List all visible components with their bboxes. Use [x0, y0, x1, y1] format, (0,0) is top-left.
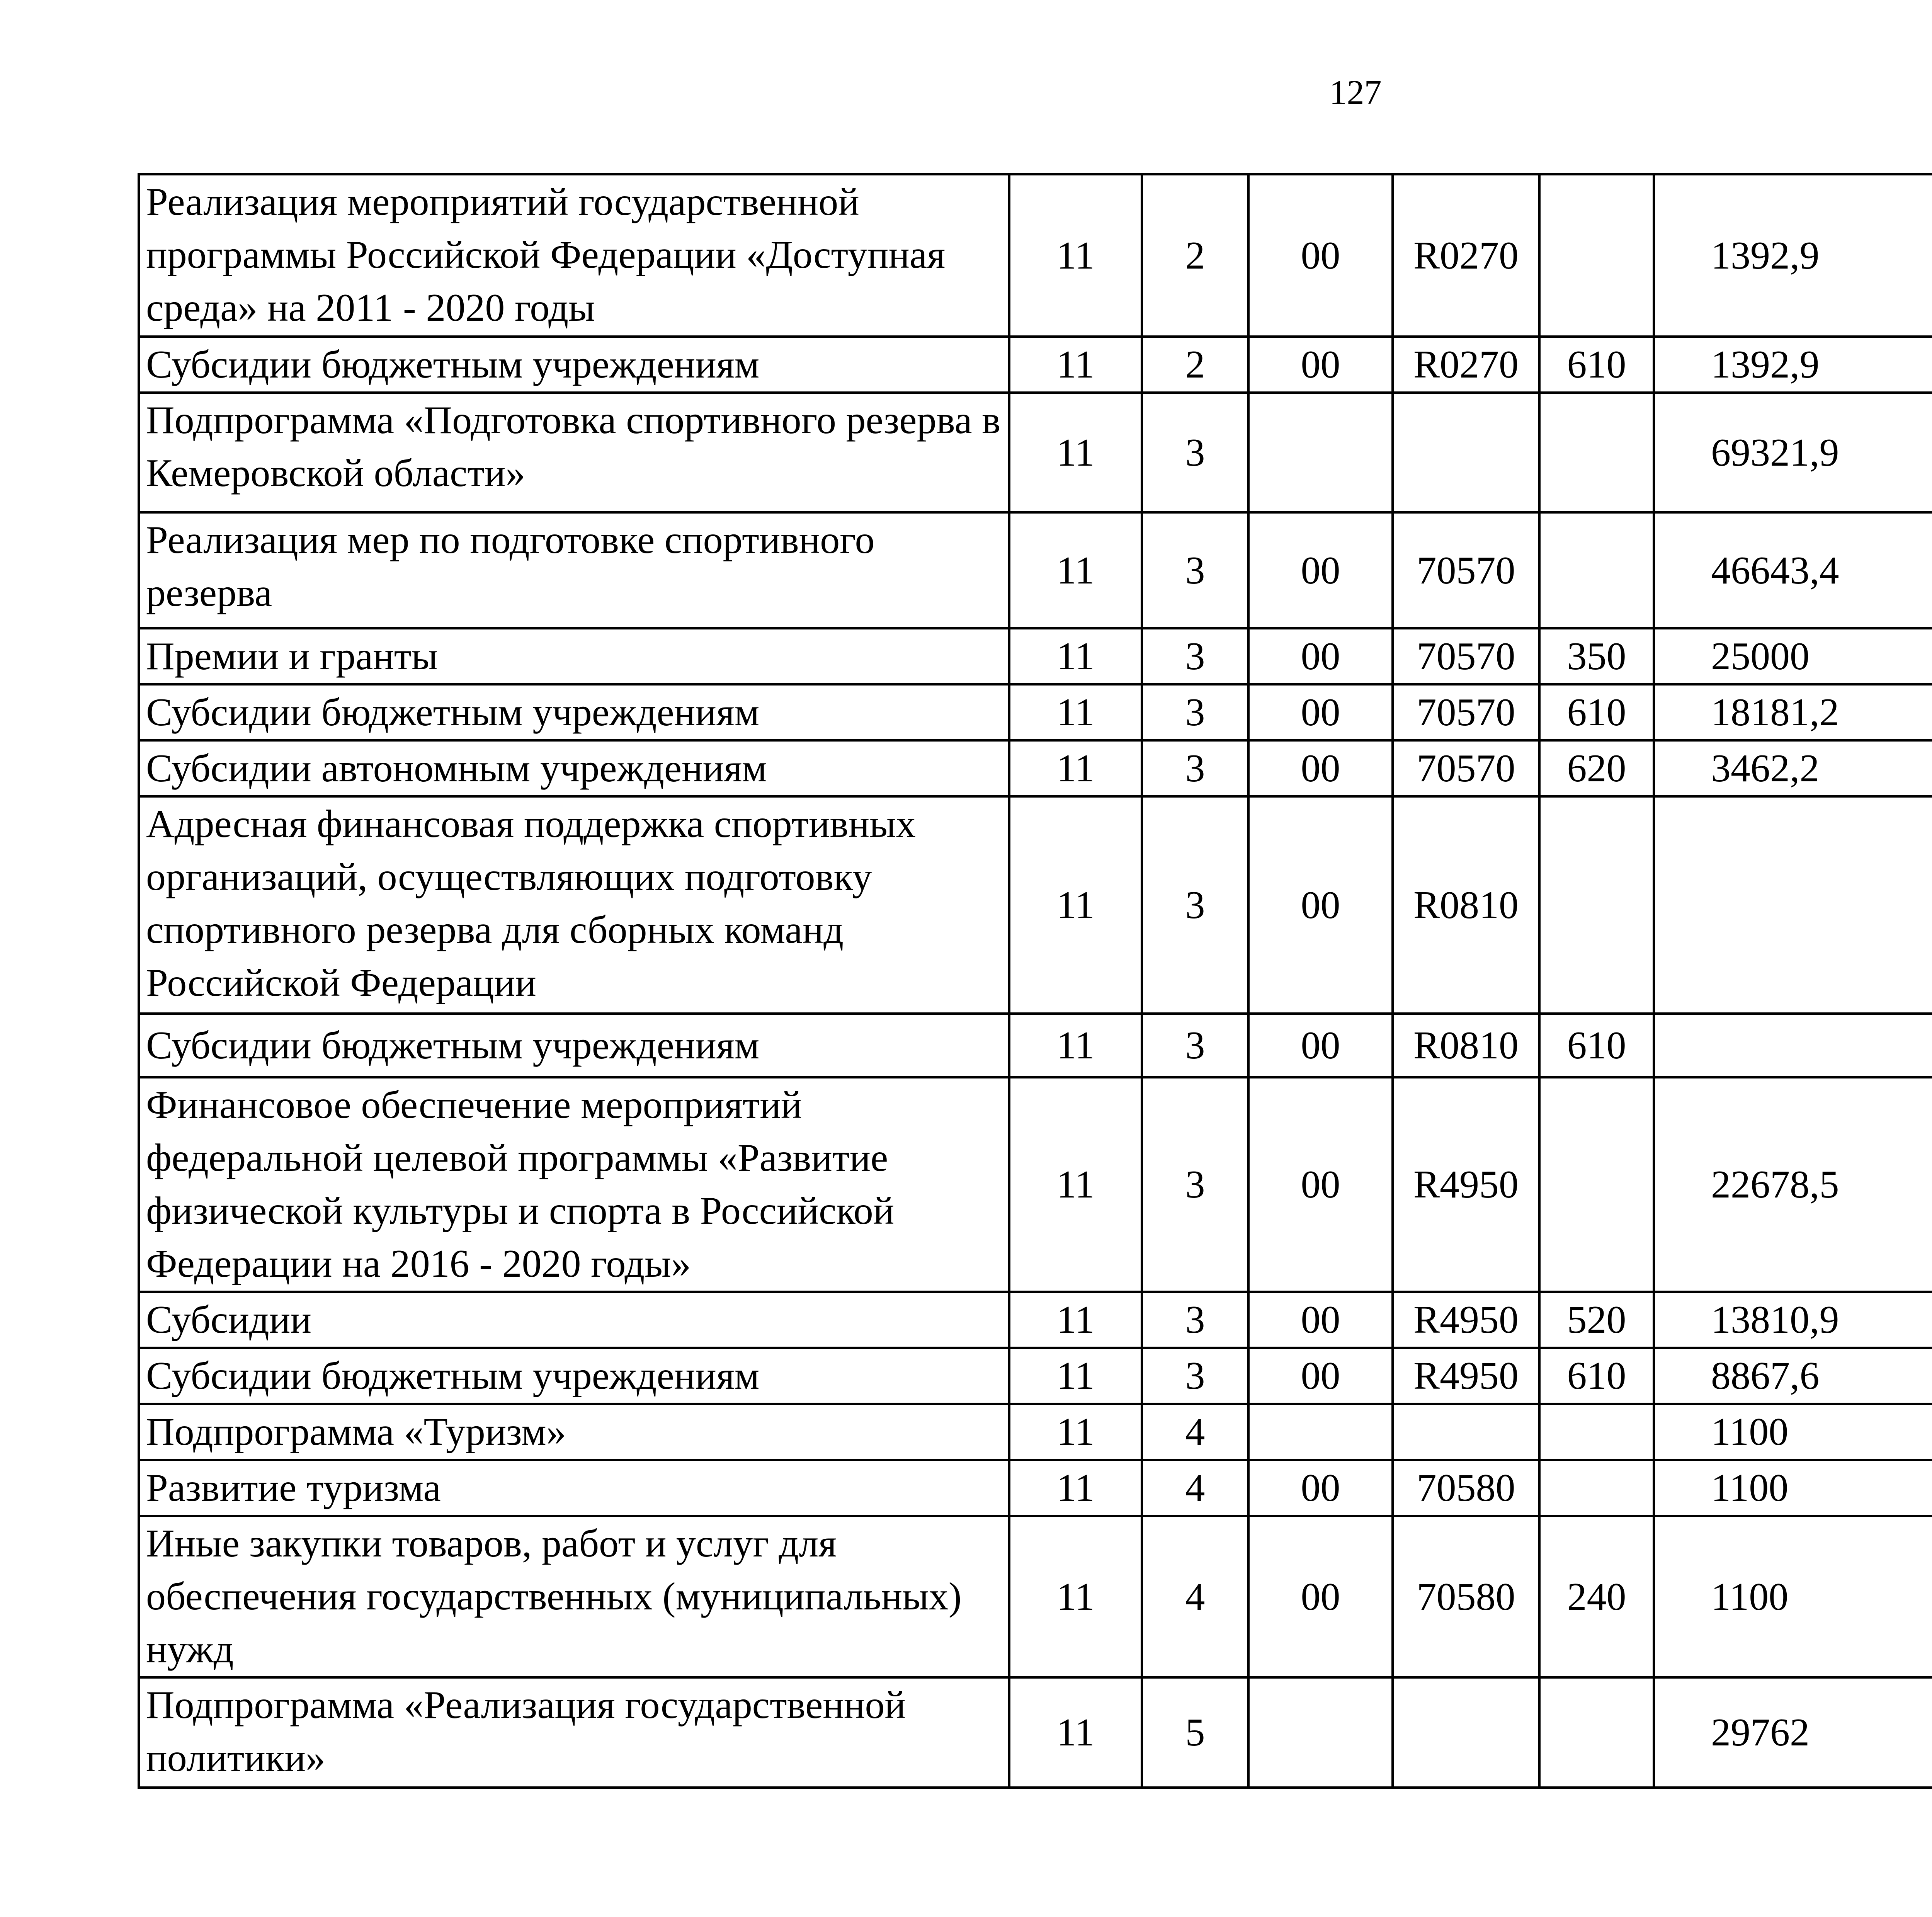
table-row	[139, 684, 1932, 740]
table-row	[139, 174, 1932, 337]
section-code-cell: 11	[1009, 1404, 1142, 1460]
subsection-code-cell: 3	[1142, 684, 1248, 740]
row-name-cell: Финансовое обеспечение мероприятий федеральной целевой программы «Развитие физической культуры и спорта в Российской Федерации на 2016 - 2020 годы»	[139, 1077, 1009, 1292]
program-code-cell: 00	[1248, 1014, 1393, 1077]
table-row	[139, 337, 1932, 393]
section-code-cell: 11	[1009, 393, 1142, 512]
program-code-cell: 00	[1248, 796, 1393, 1014]
row-name-cell: Развитие туризма	[139, 1460, 1009, 1516]
target-article-cell: R4950	[1393, 1292, 1539, 1348]
target-article-cell: R0810	[1393, 1014, 1539, 1077]
section-code-cell: 11	[1009, 684, 1142, 740]
expense-type-cell	[1539, 393, 1654, 512]
expense-type-cell: 620	[1539, 740, 1654, 796]
table-row	[139, 1677, 1932, 1788]
program-code-cell: 00	[1248, 1292, 1393, 1348]
subsection-code-cell: 3	[1142, 1014, 1248, 1077]
table-row	[139, 1460, 1932, 1516]
amount-year1-cell	[1654, 1014, 1932, 1077]
program-code-cell: 00	[1248, 628, 1393, 684]
amount-year1-cell: 1100	[1654, 1460, 1932, 1516]
row-name-cell: Субсидии	[139, 1292, 1009, 1348]
amount-year1-cell: 13810,9	[1654, 1292, 1932, 1348]
table-row	[139, 1292, 1932, 1348]
row-name-cell: Подпрограмма «Реализация государственной политики»	[139, 1677, 1009, 1788]
amount-year1-cell: 18181,2	[1654, 684, 1932, 740]
subsection-code-cell: 2	[1142, 174, 1248, 337]
table-row	[139, 740, 1932, 796]
row-name-cell: Субсидии бюджетным учреждениям	[139, 337, 1009, 393]
expense-type-cell	[1539, 1077, 1654, 1292]
expense-type-cell	[1539, 796, 1654, 1014]
section-code-cell: 11	[1009, 1516, 1142, 1677]
program-code-cell	[1248, 393, 1393, 512]
table-row	[139, 796, 1932, 1014]
row-name-cell: Адресная финансовая поддержка спортивных организаций, осуществляющих подготовку спортивного резерва для сборных команд Российской Федерации	[139, 796, 1009, 1014]
program-code-cell: 00	[1248, 337, 1393, 393]
section-code-cell: 11	[1009, 740, 1142, 796]
program-code-cell: 00	[1248, 1460, 1393, 1516]
subsection-code-cell: 3	[1142, 628, 1248, 684]
target-article-cell: 70570	[1393, 684, 1539, 740]
section-code-cell: 11	[1009, 1460, 1142, 1516]
amount-year1-cell: 1392,9	[1654, 174, 1932, 337]
subsection-code-cell: 3	[1142, 740, 1248, 796]
target-article-cell: 70570	[1393, 628, 1539, 684]
subsection-code-cell: 3	[1142, 393, 1248, 512]
target-article-cell: R0270	[1393, 174, 1539, 337]
row-name-cell: Субсидии бюджетным учреждениям	[139, 1348, 1009, 1404]
target-article-cell: 70570	[1393, 740, 1539, 796]
program-code-cell: 00	[1248, 1077, 1393, 1292]
section-code-cell: 11	[1009, 337, 1142, 393]
expense-type-cell	[1539, 1677, 1654, 1788]
amount-year1-cell: 1392,9	[1654, 337, 1932, 393]
amount-year1-cell: 29762	[1654, 1677, 1932, 1788]
program-code-cell: 00	[1248, 740, 1393, 796]
subsection-code-cell: 4	[1142, 1460, 1248, 1516]
subsection-code-cell: 3	[1142, 1292, 1248, 1348]
expense-type-cell: 610	[1539, 337, 1654, 393]
target-article-cell: R0810	[1393, 796, 1539, 1014]
table-row	[139, 1014, 1932, 1077]
subsection-code-cell: 4	[1142, 1516, 1248, 1677]
target-article-cell	[1393, 1677, 1539, 1788]
table-row	[139, 628, 1932, 684]
row-name-cell: Иные закупки товаров, работ и услуг для обеспечения государственных (муниципальных) нужд	[139, 1516, 1009, 1677]
subsection-code-cell: 3	[1142, 796, 1248, 1014]
row-name-cell: Субсидии бюджетным учреждениям	[139, 684, 1009, 740]
row-name-cell: Подпрограмма «Подготовка спортивного резерва в Кемеровской области»	[139, 393, 1009, 512]
table-row	[139, 1077, 1932, 1292]
section-code-cell: 11	[1009, 1292, 1142, 1348]
expense-type-cell: 610	[1539, 1348, 1654, 1404]
target-article-cell: 70580	[1393, 1460, 1539, 1516]
table-row	[139, 1404, 1932, 1460]
table-row	[139, 1516, 1932, 1677]
section-code-cell: 11	[1009, 512, 1142, 628]
page-number: 127	[1329, 73, 1382, 112]
program-code-cell: 00	[1248, 512, 1393, 628]
section-code-cell: 11	[1009, 1677, 1142, 1788]
amount-year1-cell: 1100	[1654, 1404, 1932, 1460]
row-name-cell: Реализация мероприятий государственной программы Российской Федерации «Доступная среда» на 2011 - 2020 годы	[139, 174, 1009, 337]
section-code-cell: 11	[1009, 174, 1142, 337]
program-code-cell	[1248, 1404, 1393, 1460]
budget-table	[138, 173, 1932, 1789]
amount-year1-cell	[1654, 796, 1932, 1014]
row-name-cell: Подпрограмма «Туризм»	[139, 1404, 1009, 1460]
section-code-cell: 11	[1009, 796, 1142, 1014]
subsection-code-cell: 3	[1142, 1348, 1248, 1404]
subsection-code-cell: 3	[1142, 512, 1248, 628]
target-article-cell: R0270	[1393, 337, 1539, 393]
target-article-cell: R4950	[1393, 1348, 1539, 1404]
section-code-cell: 11	[1009, 1014, 1142, 1077]
expense-type-cell	[1539, 512, 1654, 628]
program-code-cell	[1248, 1677, 1393, 1788]
program-code-cell: 00	[1248, 1348, 1393, 1404]
amount-year1-cell: 22678,5	[1654, 1077, 1932, 1292]
expense-type-cell	[1539, 1460, 1654, 1516]
target-article-cell: 70580	[1393, 1516, 1539, 1677]
expense-type-cell	[1539, 174, 1654, 337]
program-code-cell: 00	[1248, 1516, 1393, 1677]
program-code-cell: 00	[1248, 684, 1393, 740]
table-row	[139, 512, 1932, 628]
target-article-cell: 70570	[1393, 512, 1539, 628]
row-name-cell: Премии и гранты	[139, 628, 1009, 684]
expense-type-cell: 240	[1539, 1516, 1654, 1677]
target-article-cell: R4950	[1393, 1077, 1539, 1292]
row-name-cell: Субсидии автономным учреждениям	[139, 740, 1009, 796]
subsection-code-cell: 5	[1142, 1677, 1248, 1788]
amount-year1-cell: 25000	[1654, 628, 1932, 684]
amount-year1-cell: 1100	[1654, 1516, 1932, 1677]
amount-year1-cell: 46643,4	[1654, 512, 1932, 628]
table-body	[139, 174, 1932, 1788]
table-row	[139, 1348, 1932, 1404]
section-code-cell: 11	[1009, 1348, 1142, 1404]
subsection-code-cell: 3	[1142, 1077, 1248, 1292]
expense-type-cell	[1539, 1404, 1654, 1460]
subsection-code-cell: 4	[1142, 1404, 1248, 1460]
expense-type-cell: 350	[1539, 628, 1654, 684]
row-name-cell: Реализация мер по подготовке спортивного резерва	[139, 512, 1009, 628]
amount-year1-cell: 3462,2	[1654, 740, 1932, 796]
amount-year1-cell: 69321,9	[1654, 393, 1932, 512]
section-code-cell: 11	[1009, 1077, 1142, 1292]
expense-type-cell: 520	[1539, 1292, 1654, 1348]
program-code-cell: 00	[1248, 174, 1393, 337]
subsection-code-cell: 2	[1142, 337, 1248, 393]
expense-type-cell: 610	[1539, 684, 1654, 740]
section-code-cell: 11	[1009, 628, 1142, 684]
target-article-cell	[1393, 1404, 1539, 1460]
target-article-cell	[1393, 393, 1539, 512]
row-name-cell: Субсидии бюджетным учреждениям	[139, 1014, 1009, 1077]
amount-year1-cell: 8867,6	[1654, 1348, 1932, 1404]
table-row	[139, 393, 1932, 512]
expense-type-cell: 610	[1539, 1014, 1654, 1077]
